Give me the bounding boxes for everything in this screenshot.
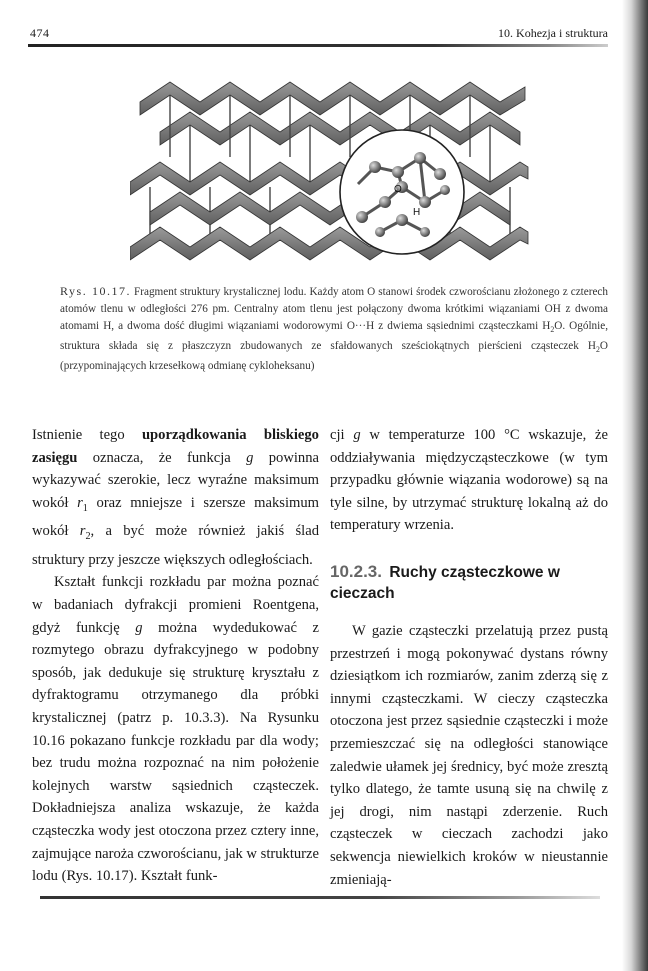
paragraph: Kształt funkcji rozkładu par można poznać w badaniach dyfrakcji promieni Roentgena, gdyż funkcję g można wydedukować z rozmytego obrazu dyfrakcyjnego w podobny sposób, jak dedukuje się strukturę kryształu z dyfraktogramu otrzymanego dla próbki krystalicznej (patrz p. 10.3.3). Na Rysunku 10.16 pokazano funkcje rozkładu par dla wody; bez trudu można rozpoznać na nim położenie kolejnych warstw sąsiednich cząsteczek. Dokładniejsza analiza wskazuje, że każda cząsteczka wody jest otoczona przez cztery inne, zajmujące naroża czworościanu, jak w strukturze lodu (Rys. 10.17). Kształt funk- (32, 574, 319, 885)
ice-lattice-illustration (130, 62, 530, 272)
oxygen-label: O (394, 184, 402, 195)
term-short-range-order: uporządkowania bliskiego zasięgu (32, 427, 319, 466)
right-column (330, 424, 608, 891)
paragraph: Istnienie tego uporządkowania bliskiego zasięgu oznacza, że funkcja g powinna wykazywać szerokie, lecz wyraźne maksimum wokół $r_1$ oraz mniejsze i szersze maksimum wokół $r_2$, a być może również jakiś ślad struktury przy jeszcze większych odległościach. (32, 427, 320, 568)
ice-structure-figure (130, 62, 530, 272)
section-heading (330, 561, 608, 604)
running-head: 10. Kohezja i struktura (498, 26, 608, 40)
left-column (32, 424, 319, 888)
header-rule (28, 44, 608, 47)
paragraph: W gazie cząsteczki przelatują przez pustą przestrzeń i mogą pokonywać dystans równy dziesiątkom ich rozmiarów, zanim zderzą się z innymi cząsteczkami. W cieczy cząsteczka otoczona jest przez sąsiednie cząsteczki i może przemieszczać się na odległości stanowiące zaledwie ułamek jej średnicy, być może zresztą tylko dlatego, że tamte usuną się na chwilę z jej drogi, nim nastąpi zderzenie. Ruch cząsteczek w cieczach zachodzi jako sekwencja niewielkich kroków w nieustannie zmieniają- (330, 622, 608, 888)
caption-label: Rys. 10.17. (60, 284, 131, 298)
figure-caption: Rys. 10.17. Fragment struktury krystalicznej lodu. Każdy atom O stanowi środek czworościanu złożonego z czterech atomów tlenu w odległości 276 pm. Centralny atom tlenu jest połączony dwoma krótkimi wiązaniami OH z dwoma atomami H, a dwoma dość długimi wiązaniami wodorowymi O···H z dwiema sąsiednimi cząsteczkami $H_2O$. Ogólnie, struktura składa się z płaszczyzn zbudowanych ze sfałdowanych sześciokątnych pierścieni cząsteczek $H_2O$ (przypominających krzesełkową odmianę cykloheksanu) (60, 284, 609, 373)
tetrahedral-detail-circle (340, 130, 464, 254)
section-title: Ruchy cząsteczkowe w cieczach (330, 563, 560, 602)
footer-rule (40, 896, 600, 899)
page-number: 474 (30, 26, 50, 40)
page-edge-shadow (622, 0, 648, 971)
section-number: 10.2.3. (330, 561, 382, 581)
paragraph: cji g w temperaturze 100 °C wskazuje, że oddziaływania międzycząsteczkowe (w tym przypadku głównie wiązania wodorowe) są na tyle silne, by utrzymać strukturę lokalną aż do temperatury wrzenia. (330, 427, 608, 534)
hydrogen-label: H (413, 207, 421, 218)
upper-layer-rings (140, 82, 525, 145)
